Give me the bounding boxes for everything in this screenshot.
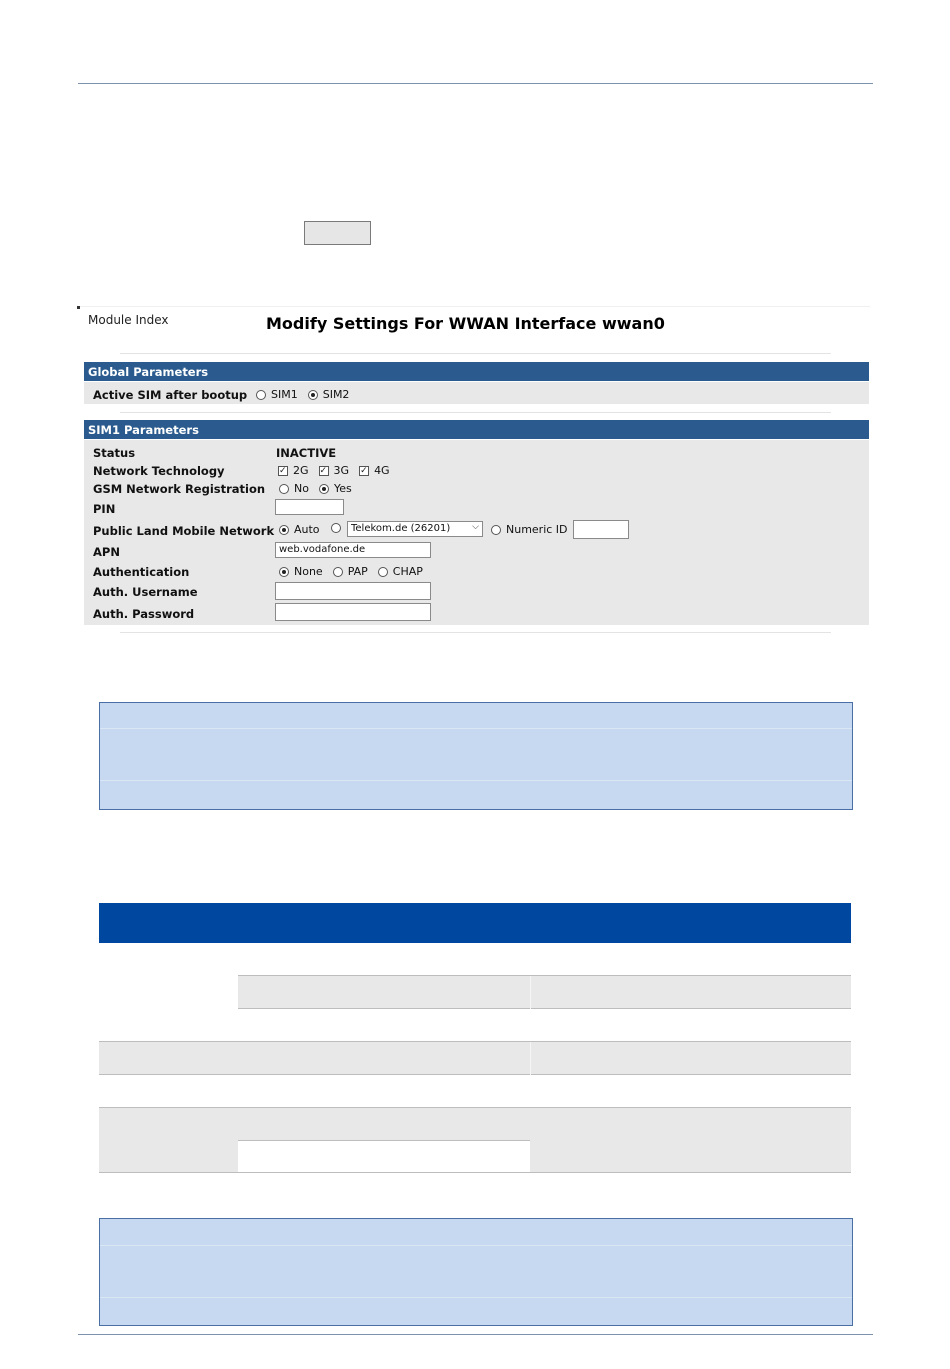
table-cell [99, 1042, 851, 1075]
title-divider [120, 353, 831, 354]
status-value: INACTIVE [276, 446, 337, 460]
auth-pap-label: PAP [347, 565, 368, 578]
plmn-manual-option [331, 523, 346, 533]
2g-checkbox[interactable] [278, 466, 288, 476]
note-box [99, 1218, 853, 1326]
page-title: Modify Settings For WWAN Interface wwan0 [266, 314, 665, 333]
plmn-label: Public Land Mobile Network [93, 524, 275, 538]
network-technology-label: Network Technology [93, 464, 225, 478]
status-label: Status [93, 446, 136, 460]
authentication-label: Authentication [93, 565, 190, 579]
plmn-numeric-option [491, 523, 568, 536]
table-rule [99, 1041, 851, 1042]
auth-password-label: Auth. Password [93, 607, 195, 621]
note-box-rule [100, 728, 852, 729]
global-parameters-header: Global Parameters [84, 362, 869, 381]
table-column-divider [530, 1042, 531, 1075]
gsm-no-radio[interactable] [279, 484, 289, 494]
network-technology-options [278, 464, 400, 477]
2g-label: 2G [293, 464, 309, 477]
sim1-divider [120, 632, 831, 633]
note-box-rule [100, 780, 852, 781]
sim1-radio[interactable] [256, 390, 266, 400]
plmn-numeric-label: Numeric ID [506, 523, 568, 536]
3g-checkbox[interactable] [319, 466, 329, 476]
gsm-registration-label: GSM Network Registration [93, 482, 266, 496]
gsm-no-label: No [294, 482, 309, 495]
gray-button[interactable] [304, 221, 371, 245]
plmn-auto-label: Auto [294, 523, 320, 536]
chevron-down-icon: ⌵ [472, 522, 479, 532]
auth-chap-radio[interactable] [378, 567, 388, 577]
table-rule [99, 1172, 851, 1173]
note-box [99, 702, 853, 810]
table-column-divider [530, 976, 531, 1009]
gsm-registration-options [279, 482, 362, 495]
apn-label: APN [93, 545, 120, 559]
3g-label: 3G [333, 464, 350, 477]
auth-none-radio[interactable] [279, 567, 289, 577]
table-cell-white [238, 1141, 530, 1173]
page-bottom-rule [78, 1334, 873, 1335]
pin-label: PIN [93, 502, 116, 516]
note-box-rule [100, 1297, 852, 1298]
gsm-yes-label: Yes [333, 482, 352, 495]
pin-input[interactable] [275, 499, 344, 515]
table-header [99, 903, 851, 943]
sim1-label: SIM1 [271, 388, 298, 401]
note-box-rule [100, 1245, 852, 1246]
plmn-numeric-radio[interactable] [491, 525, 501, 535]
auth-username-input[interactable] [275, 582, 431, 600]
table-rule [99, 1107, 851, 1108]
authentication-options [279, 565, 433, 578]
global-divider [120, 412, 831, 413]
table-rule [99, 1074, 851, 1075]
module-index-link[interactable]: Module Index [88, 313, 169, 327]
active-sim-label: Active SIM after bootup [93, 388, 248, 402]
auth-password-input[interactable] [275, 603, 431, 621]
sim2-label: SIM2 [322, 388, 350, 401]
auth-none-label: None [294, 565, 323, 578]
table-rule [238, 1008, 851, 1009]
plmn-select-value: Telekom.de (26201) [351, 523, 451, 534]
apn-input[interactable]: web.vodafone.de [275, 542, 431, 558]
auth-username-label: Auth. Username [93, 585, 198, 599]
plmn-auto-option [279, 523, 320, 536]
screenshot-top-border [80, 306, 870, 307]
sim1-parameters-header: SIM1 Parameters [84, 420, 869, 439]
table-rule [238, 1140, 530, 1141]
table-rule [238, 975, 851, 976]
plmn-auto-radio[interactable] [279, 525, 289, 535]
4g-label: 4G [374, 464, 390, 477]
page-top-rule [78, 83, 873, 84]
plmn-manual-radio[interactable] [331, 523, 341, 533]
sim2-radio[interactable] [308, 390, 318, 400]
active-sim-options [256, 388, 359, 401]
plmn-numeric-input[interactable] [573, 520, 629, 539]
table-cell [238, 976, 851, 1009]
gsm-yes-radio[interactable] [319, 484, 329, 494]
4g-checkbox[interactable] [359, 466, 369, 476]
plmn-select[interactable] [347, 521, 483, 537]
auth-chap-label: CHAP [392, 565, 423, 578]
auth-pap-radio[interactable] [333, 567, 343, 577]
